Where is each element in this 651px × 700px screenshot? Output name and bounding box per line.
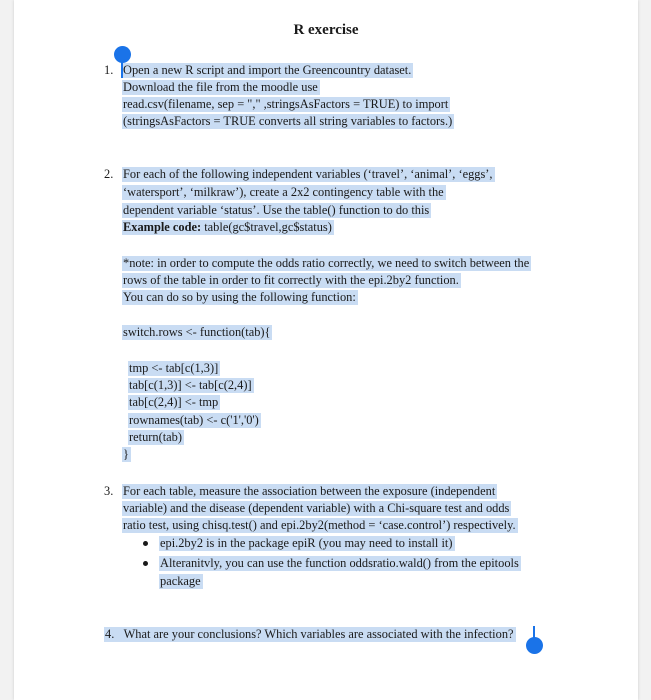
selection-end-handle[interactable] xyxy=(526,637,543,654)
q3-bullet-line[interactable]: epi.2by2 is in the package epiR (you may need to install it) xyxy=(160,536,453,550)
q1-number: 1. xyxy=(104,63,114,77)
bullet-point xyxy=(143,541,148,546)
q3-bullet-line[interactable]: package xyxy=(160,574,201,588)
q3-number: 3. xyxy=(104,484,114,498)
code-line[interactable]: tab[c(2,4)] <- tmp xyxy=(129,395,219,409)
document-title: R exercise xyxy=(293,22,359,38)
q2-note-line[interactable]: You can do so by using the following function: xyxy=(123,290,356,304)
q3-line[interactable]: For each table, measure the association between the exposure (independent xyxy=(123,484,496,498)
q2-line[interactable]: For each of the following independent variables (‘travel’, ‘animal’, ‘eggs’, xyxy=(123,167,493,181)
selection-start-stem xyxy=(121,60,123,78)
example-code: table(gc$travel,gc$status) xyxy=(204,220,332,234)
code-line[interactable]: tab[c(1,3)] <- tab[c(2,4)] xyxy=(129,378,252,392)
example-code-label: Example code: xyxy=(123,220,202,234)
code-line[interactable]: return(tab) xyxy=(129,430,182,444)
q1-line[interactable]: Open a new R script and import the Greencountry dataset. xyxy=(123,63,412,77)
q2-note-line[interactable]: rows of the table in order to fit correctly with the epi.2by2 function. xyxy=(123,273,459,287)
q1-line[interactable]: Download the file from the moodle use xyxy=(123,80,318,94)
q3-line[interactable]: variable) and the disease (dependent variable) with a Chi-square test and odds xyxy=(123,501,510,515)
q4-line[interactable] xyxy=(104,627,516,642)
q1-line[interactable]: read.csv(filename, sep = "," ,stringsAsFactors = TRUE) to import xyxy=(123,97,449,111)
q2-line[interactable]: dependent variable ‘status’. Use the table() function to do this xyxy=(123,203,430,217)
q2-example[interactable] xyxy=(122,220,334,235)
code-line[interactable]: tmp <- tab[c(1,3)] xyxy=(129,361,219,375)
q4-number: 4. xyxy=(105,627,115,641)
code-line[interactable]: rownames(tab) <- c('1','0') xyxy=(129,413,259,427)
q2-number: 2. xyxy=(104,167,114,181)
q1-line[interactable]: (stringsAsFactors = TRUE converts all string variables to factors.) xyxy=(123,114,453,128)
q2-note-line[interactable]: *note: in order to compute the odds ratio correctly, we need to switch between the xyxy=(123,256,530,270)
q4-text: What are your conclusions? Which variables are associated with the infection? xyxy=(123,627,514,641)
q2-line[interactable]: ‘watersport’, ‘milkraw’), create a 2x2 contingency table with the xyxy=(123,185,444,199)
code-line[interactable]: switch.rows <- function(tab){ xyxy=(123,325,271,339)
document-page xyxy=(14,0,638,700)
q3-line[interactable]: ratio test, using chisq.test() and epi.2by2(method = ‘case.control’) respectively. xyxy=(123,518,516,532)
bullet-point xyxy=(143,561,148,566)
q3-bullet-line[interactable]: Alteranitvly, you can use the function oddsratio.wald() from the epitools xyxy=(160,556,519,570)
code-line[interactable]: } xyxy=(123,447,129,461)
